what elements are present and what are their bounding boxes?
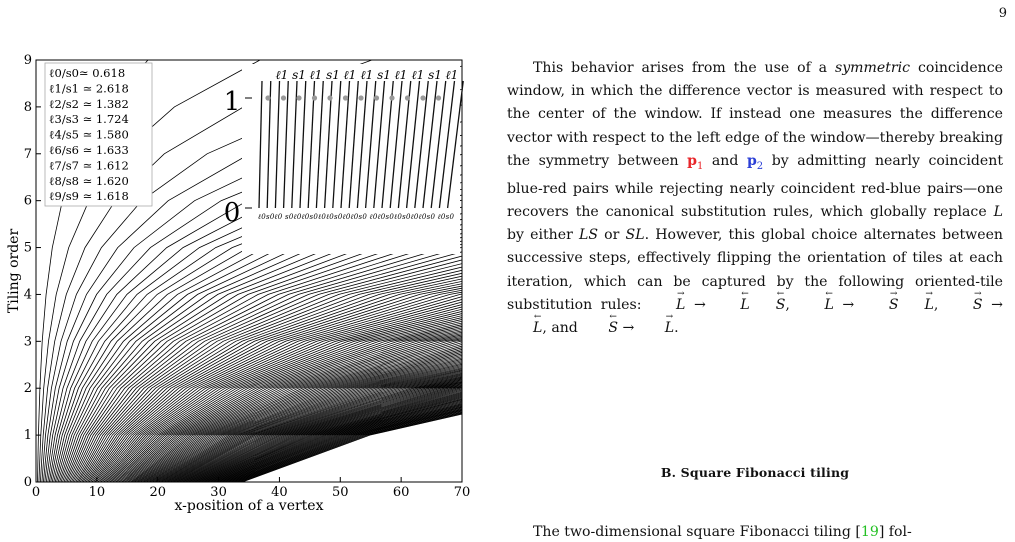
inset-top-label: s1 xyxy=(292,68,306,82)
inset-panel xyxy=(224,64,464,254)
inset-dot xyxy=(265,95,270,100)
inset-dot xyxy=(389,95,394,100)
y-tick-label: 6 xyxy=(23,193,32,209)
legend-entry: ℓ8/s8 ≃ 1.620 xyxy=(49,173,129,188)
section-heading: B. Square Fibonacci tiling xyxy=(660,465,850,480)
x-tick-label: 10 xyxy=(88,485,106,500)
legend-box xyxy=(45,63,152,206)
x-tick-label: 40 xyxy=(271,485,288,500)
y-tick-label: 9 xyxy=(23,53,32,68)
y-axis-label: Tiling order xyxy=(6,228,22,314)
inset-dot xyxy=(343,95,348,100)
y-tick-label: 7 xyxy=(23,146,32,162)
paragraph-1: This behavior arises from the use of a symmetric coincidence window, in which the difference vector is measured with respect to the center of the window. If instead one measures the difference vector with respect to the left edge of the window—thereby breaking the symmetry between $p_1$ and $p_2$ by admitting nearly coincident blue-red pairs while rejecting nearly coincident red-blue pairs—one recovers the canonical substitution rules, which globally replace L by either LS or SL. However, this global choice alternates between successive steps, effectively flipping the orientation of tiles at each iteration, which can be captured by the following oriented-tile substitution rules: → L → ← L← S, ← L → → S→ L, → S → ← L, and ← S → → L. xyxy=(507,57,1003,340)
y-tick-label: 3 xyxy=(23,334,32,350)
x-tick-label: 20 xyxy=(149,485,166,500)
inset-top-label: ℓ1 xyxy=(275,68,289,82)
legend-entry: ℓ4/s5 ≃ 1.580 xyxy=(49,127,129,142)
inset-dot xyxy=(327,95,332,100)
page-number: 9 xyxy=(998,6,1007,21)
x-tick-label: 0 xyxy=(31,485,41,500)
inset-dot xyxy=(358,95,363,100)
inset-tick-one: 1 xyxy=(223,87,241,117)
y-tick-label: 1 xyxy=(23,428,32,444)
y-tick-label: 0 xyxy=(23,475,32,490)
y-tick-label: 2 xyxy=(23,381,32,397)
legend-entry: ℓ0/s0≃ 0.618 xyxy=(49,66,126,80)
inset-top-label: ℓ1 xyxy=(394,68,408,82)
inset-dot xyxy=(420,95,425,100)
citation-link[interactable]: 19 xyxy=(860,524,879,540)
inset-top-label: ℓ1 xyxy=(445,68,459,82)
figure-plot xyxy=(0,48,480,528)
inset-tick-zero: 0 xyxy=(223,198,241,228)
legend-entry: ℓ2/s2 ≃ 1.382 xyxy=(49,96,129,111)
inset-dot xyxy=(281,95,286,100)
inset-dot xyxy=(312,95,317,100)
inset-dot xyxy=(436,95,441,100)
x-tick-label: 70 xyxy=(453,485,471,500)
inset-top-label: ℓ1 xyxy=(360,68,374,82)
legend-entry: ℓ1/s1 ≃ 2.618 xyxy=(49,81,129,96)
inset-bottom-label: ℓ0s0ℓ0 s0ℓ0ℓ0s0ℓ0ℓ0s0ℓ0ℓ0s0 ℓ0ℓ0s0ℓ0s0ℓ0ℓ0s0 ℓ0s0 xyxy=(258,213,454,221)
legend-entry: ℓ6/s6 ≃ 1.633 xyxy=(49,143,129,157)
inset-dot xyxy=(405,95,410,100)
paragraph-2: The two-dimensional square Fibonacci tiling [19] fol- xyxy=(533,524,912,540)
inset-dot xyxy=(374,95,379,100)
inset-top-label: ℓ1 xyxy=(343,68,357,82)
y-tick-label: 4 xyxy=(23,287,32,303)
x-tick-label: 50 xyxy=(332,485,349,500)
y-tick-label: 5 xyxy=(23,240,32,256)
legend-entry: ℓ9/s9 ≃ 1.618 xyxy=(49,189,129,204)
text-column xyxy=(507,57,1003,340)
legend-entry: ℓ7/s7 ≃ 1.612 xyxy=(49,158,129,173)
legend-entry: ℓ3/s3 ≃ 1.724 xyxy=(49,112,129,127)
x-axis-label: x-position of a vertex xyxy=(174,498,324,514)
inset-top-label: ℓ1 xyxy=(309,68,323,82)
x-tick-label: 30 xyxy=(210,485,227,500)
inset-top-label: s1 xyxy=(377,68,391,82)
inset-top-label: s1 xyxy=(428,68,442,82)
inset-dot xyxy=(296,95,301,100)
inset-top-label: ℓ1 xyxy=(411,68,425,82)
inset-top-label: s1 xyxy=(326,68,340,82)
x-tick-label: 60 xyxy=(392,485,410,500)
y-tick-label: 8 xyxy=(23,99,32,115)
